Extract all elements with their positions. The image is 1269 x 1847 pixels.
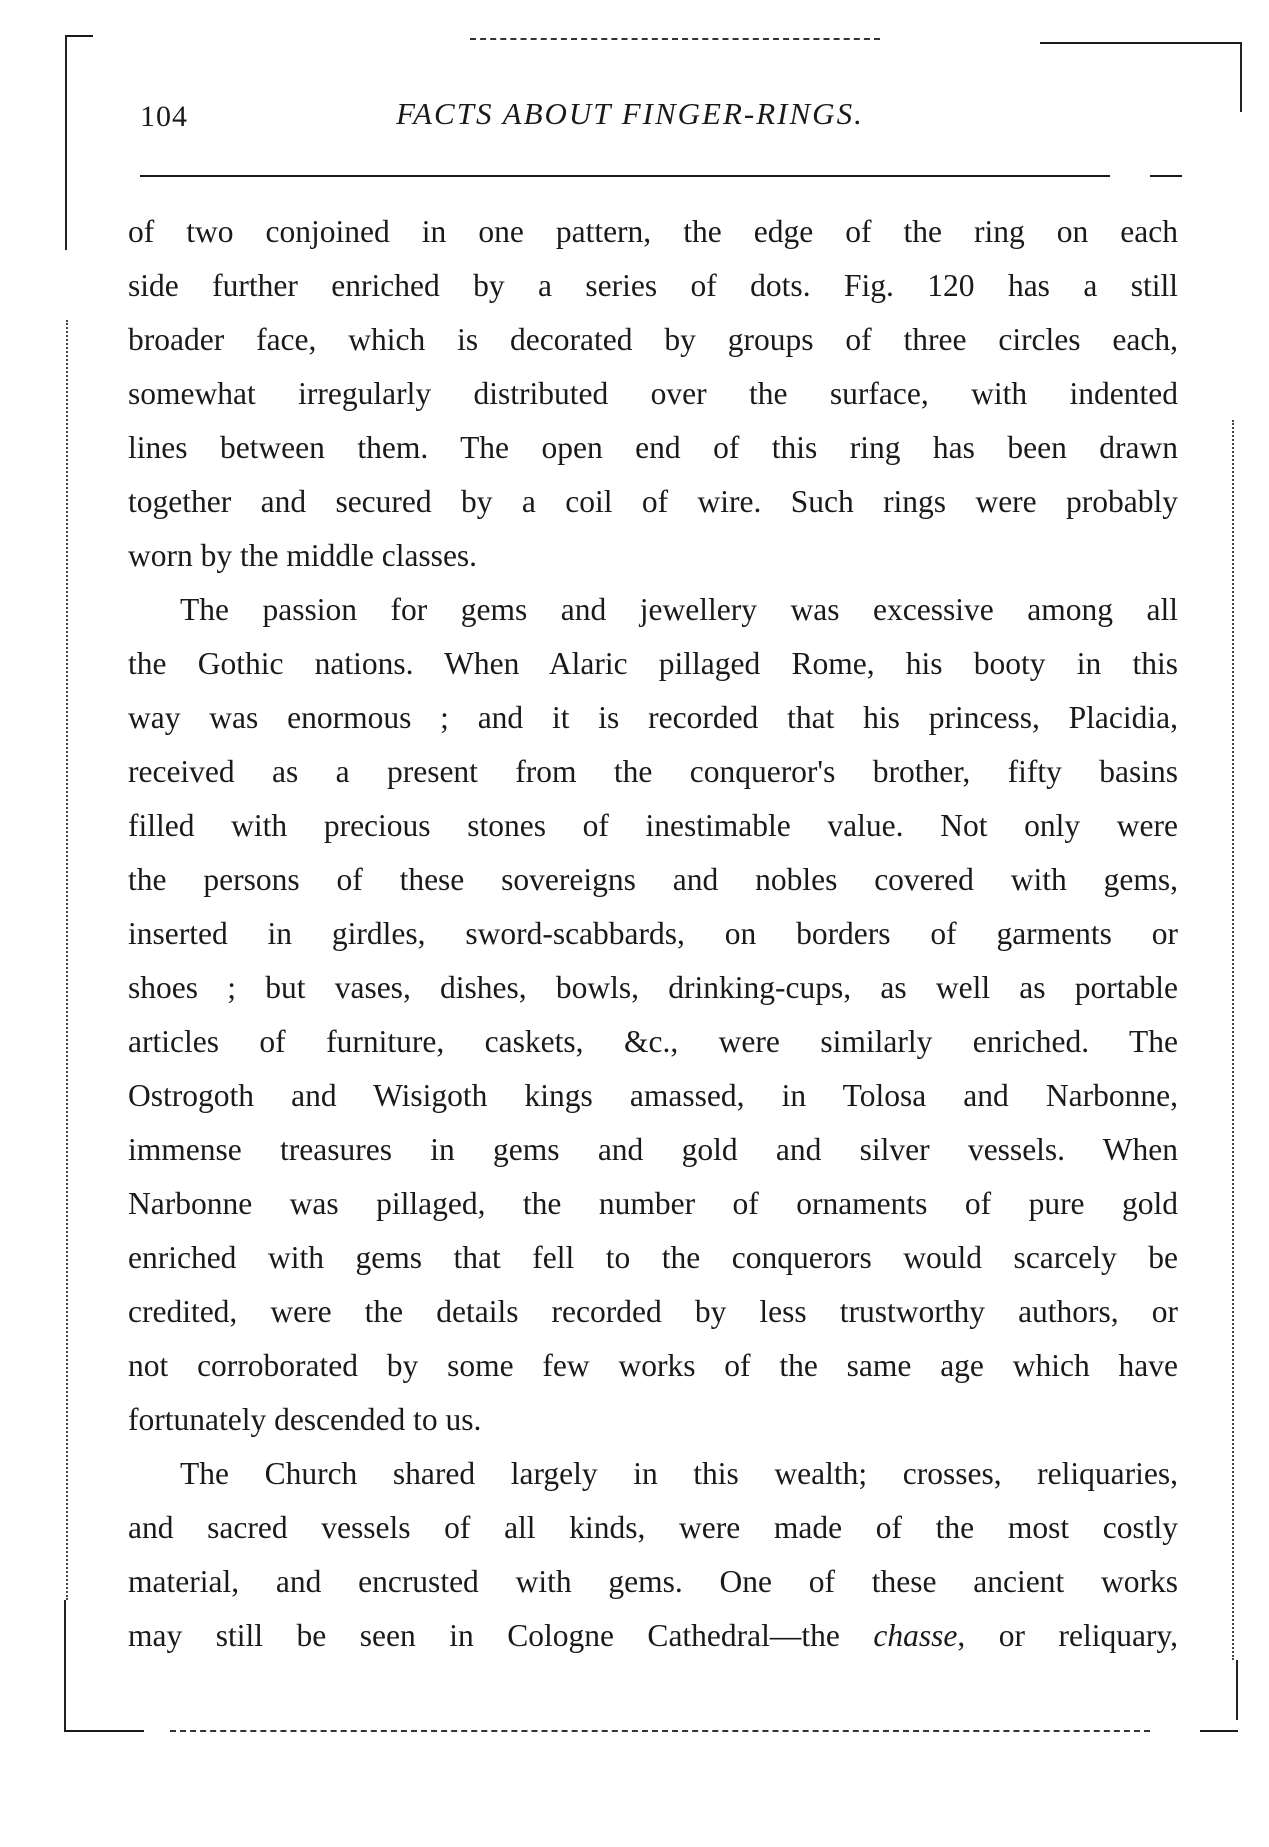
bottom-scan-rule: [170, 1730, 1150, 1732]
text-line: Ostrogoth and Wisigoth kings amassed, in Tolosa and Narbonne,: [128, 1078, 1178, 1113]
text-line: shoes ; but vases, dishes, bowls, drinking-cups, as well as portable: [128, 970, 1178, 1005]
text-line: credited, were the details recorded by less trustworthy authors, or: [128, 1294, 1178, 1329]
text-line: not corroborated by some few works of the same age which have: [128, 1348, 1178, 1383]
left-frame-dotted: [66, 320, 68, 1600]
bottom-right-rule: [1200, 1730, 1238, 1732]
text-line: and sacred vessels of all kinds, were made of the most costly: [128, 1510, 1178, 1545]
text-line: articles of furniture, caskets, &c., were similarly enriched. The: [128, 1024, 1178, 1059]
text-line: somewhat irregularly distributed over the surface, with indented: [128, 376, 1178, 411]
text-line: fortunately descended to us.: [128, 1402, 482, 1437]
top-right-rule: [1040, 42, 1240, 44]
text-run: , or reliquary,: [957, 1618, 1178, 1653]
italic-word: chasse: [873, 1618, 958, 1653]
page-header: [140, 92, 1180, 142]
text-line: the Gothic nations. When Alaric pillaged Rome, his booty in this: [128, 646, 1178, 681]
text-line: inserted in girdles, sword-scabbards, on borders of garments or: [128, 916, 1178, 951]
text-line: side further enriched by a series of dots. Fig. 120 has a still: [128, 268, 1178, 303]
body-text: [128, 205, 1178, 1663]
left-frame-lower: [64, 1600, 66, 1730]
left-frame-line: [65, 35, 67, 250]
page-number: 104: [140, 100, 188, 133]
paragraph: [128, 205, 1178, 583]
top-frame-line: [65, 35, 93, 37]
text-line: enriched with gems that fell to the conquerors would scarcely be: [128, 1240, 1178, 1275]
paragraph: [128, 1447, 1178, 1663]
text-line: the persons of these sovereigns and nobles covered with gems,: [128, 862, 1178, 897]
text-line: The Church shared largely in this wealth; crosses, reliquaries,: [180, 1456, 1178, 1491]
right-frame-dotted: [1232, 420, 1234, 1660]
text-line: immense treasures in gems and gold and silver vessels. When: [128, 1132, 1178, 1167]
header-rule: [140, 175, 1110, 177]
right-frame-lower: [1236, 1660, 1238, 1720]
text-line: of two conjoined in one pattern, the edge of the ring on each: [128, 214, 1178, 249]
header-rule-end: [1150, 175, 1182, 177]
top-scan-rule: [470, 38, 880, 40]
paragraph: [128, 583, 1178, 1447]
text-line: filled with precious stones of inestimable value. Not only were: [128, 808, 1178, 843]
text-line: broader face, which is decorated by groups of three circles each,: [128, 322, 1178, 357]
text-line: worn by the middle classes.: [128, 538, 478, 573]
bottom-frame-rule: [64, 1730, 144, 1732]
running-title: FACTS ABOUT FINGER-RINGS.: [396, 96, 864, 131]
right-frame-upper: [1240, 42, 1242, 112]
text-line-final: [128, 1609, 1178, 1663]
text-line: The passion for gems and jewellery was excessive among all: [180, 592, 1178, 627]
text-line: way was enormous ; and it is recorded that his princess, Placidia,: [128, 700, 1178, 735]
text-line: together and secured by a coil of wire. Such rings were probably: [128, 484, 1178, 519]
text-line: material, and encrusted with gems. One of these ancient works: [128, 1564, 1178, 1599]
text-line: lines between them. The open end of this ring has been drawn: [128, 430, 1178, 465]
text-run: may still be seen in Cologne Cathedral—the: [128, 1618, 874, 1653]
text-line: received as a present from the conqueror's brother, fifty basins: [128, 754, 1178, 789]
text-line: Narbonne was pillaged, the number of ornaments of pure gold: [128, 1186, 1178, 1221]
